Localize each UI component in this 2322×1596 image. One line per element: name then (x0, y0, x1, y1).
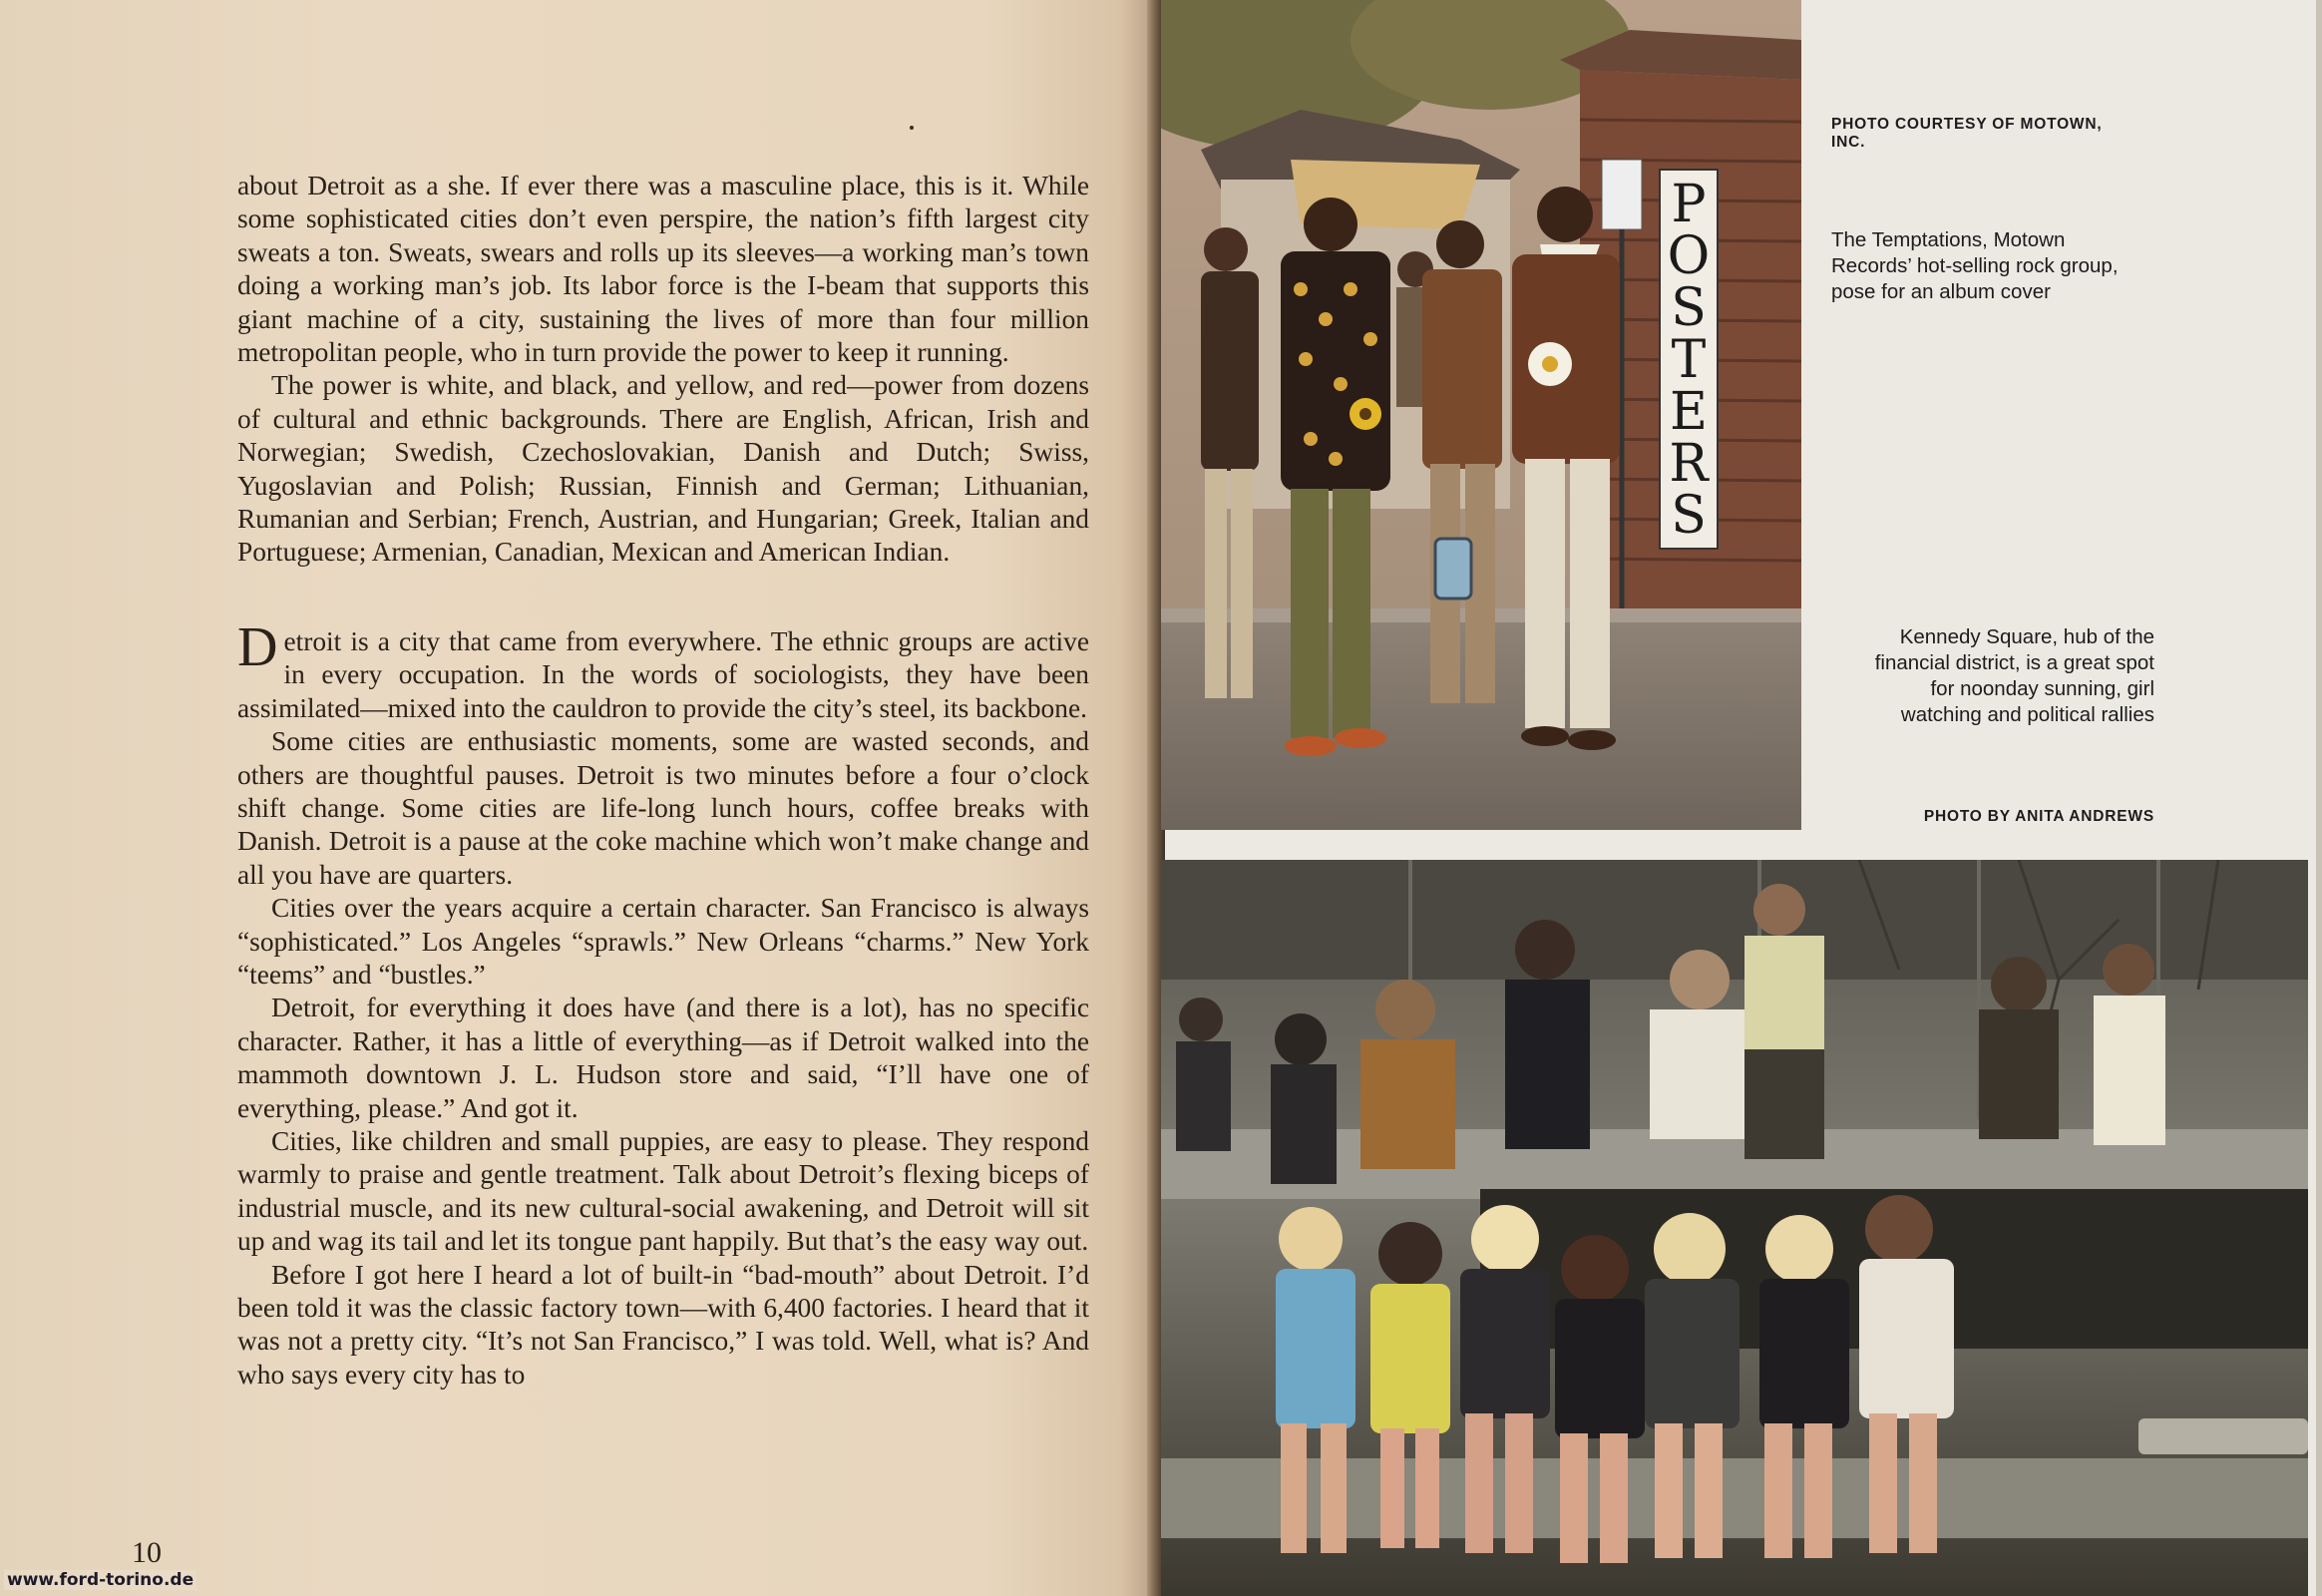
photo-credit-andrews: PHOTO BY ANITA ANDREWS (1923, 808, 2154, 825)
article-body (237, 170, 1089, 1392)
paragraph: The power is white, and black, and yellow, and red—power from dozens of cultural and ethnic backgrounds. There are English, African, Irish and Norwegian; Swedish, Czechoslovakian, Danish and Dutch; Swiss, Yugoslavian and Polish; Russian, Finnish and German; Lithuanian, Rumanian and Serbian; French, Austrian, and Hungarian; Greek, Italian and Portuguese; Armenian, Canadian, Mexican and American Indian. (237, 370, 1089, 568)
kennedy-square-photo (1161, 860, 2308, 1596)
paragraph: Before I got here I heard a lot of built-in “bad-mouth” about Detroit. I’d been told it was the classic factory town—with 6,400 factories. I heard that it was not a pretty city. “It’s not San Francisco,” I was told. Well, what is? And who says every city has to (237, 1259, 1089, 1390)
caption-kennedy-square: Kennedy Square, hub of the financial district, is a great spot for noonday sunning, girl watching and political rallies (1874, 625, 2154, 726)
temptations-photo (1161, 0, 1801, 830)
photo-credit-motown: PHOTO COURTESY OF MOTOWN, INC. (1831, 116, 2103, 151)
paragraph: Cities over the years acquire a certain character. San Francisco is always “sophisticated.” Los Angeles “sprawls.” New Orleans “charms.” New York “teems” and “bustles.” (237, 893, 1089, 990)
paragraph: Some cities are enthusiastic moments, some are wasted seconds, and others are thoughtful pauses. Detroit is two minutes before a four o’clock shift change. Some cities are life-long lunch hours, coffee breaks with Danish. Detroit is a pause at the coke machine which won’t make change and all you have are quarters. (237, 726, 1089, 890)
page-edge (2316, 0, 2322, 1596)
paragraph: Cities, like children and small puppies, are easy to please. They respond warmly to praise and gentle treatment. Talk about Detroit’s flexing biceps of industrial muscle, and its new cultural-social awakening, and Detroit will sit up and wag its tail and let its tongue pant happily. But that’s the easy way out. (237, 1125, 1089, 1257)
watermark: www.ford-torino.de (4, 1570, 196, 1590)
paragraph-with-dropcap (237, 615, 1089, 725)
left-page (0, 0, 1155, 1596)
drop-cap: D (237, 615, 278, 678)
page-number: 10 (132, 1536, 162, 1569)
paragraph: about Detroit as a she. If ever there was a masculine place, this is it. While some sophisticated cities don’t even perspire, the nation’s fifth largest city sweats a ton. Sweats, swears and rolls up its sleeves—a working man’s town doing a working man’s job. Its labor force is the I-beam that supports this giant machine of a city, sustaining the lives of more than four million metropolitan people, who in turn provide the power to keep it running. (237, 171, 1089, 368)
caption-temptations: The Temptations, Motown Records’ hot-selling rock group, pose for an album cover (1831, 228, 2119, 303)
print-speck (910, 126, 914, 130)
posters-sign-text: P O S T E R S (1667, 175, 1711, 546)
paragraph: Detroit, for everything it does have (and there is a lot), has no specific character. Rather, it has a little of everything—as if Detroit walked into the mammoth downtown J. L. Hudson store and said, “I’ll have one of everything, please.” And got it. (237, 993, 1089, 1123)
paragraph-text: etroit is a city that came from everywhere. The ethnic groups are active in every occupation. In the words of sociologists, they have been assimilated—mixed into the cauldron to provide the city’s steel, its backbone. (237, 625, 1089, 723)
